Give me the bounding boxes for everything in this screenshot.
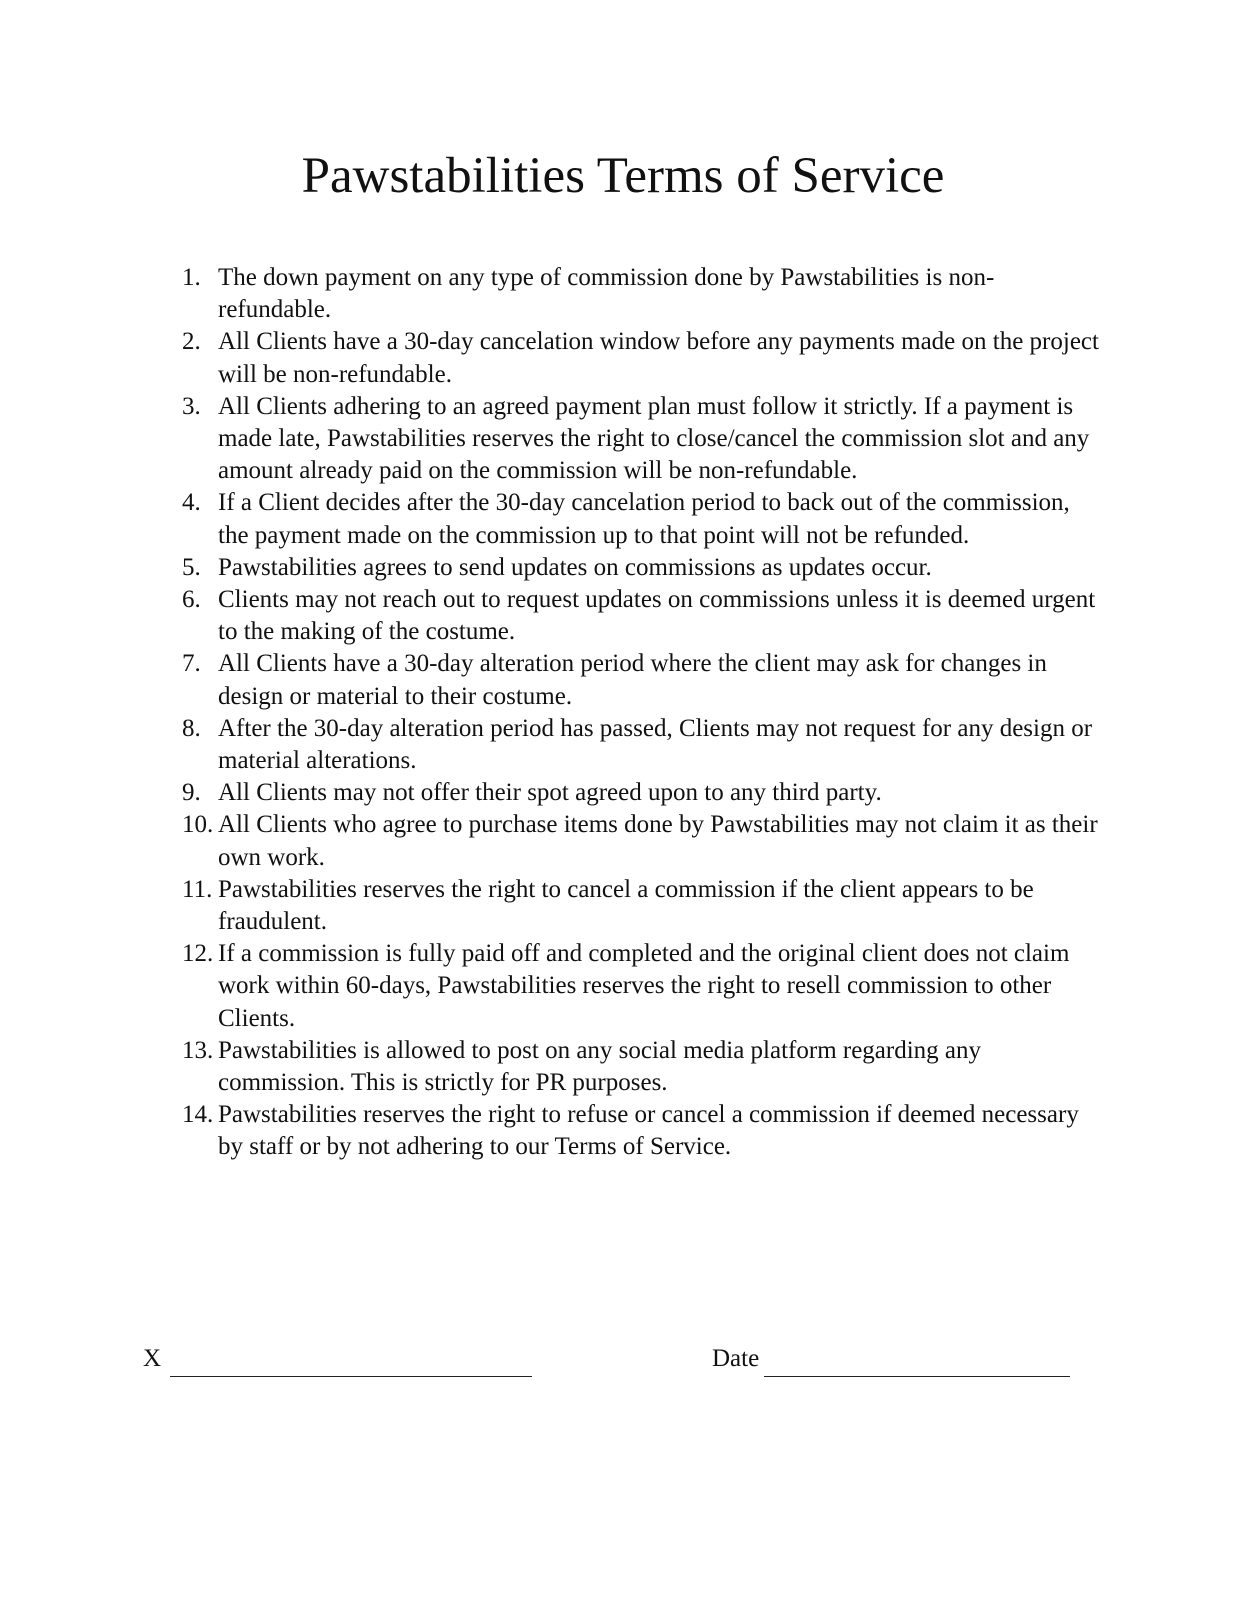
term-number: 11. <box>182 875 213 903</box>
signature-row <box>0 1345 1236 1385</box>
term-number: 10. <box>182 811 214 839</box>
term-item <box>182 809 1102 873</box>
term-number: 14. <box>182 1101 214 1129</box>
term-number: 13. <box>182 1036 214 1064</box>
term-item <box>182 777 1102 809</box>
term-item <box>182 938 1102 1035</box>
term-number: 6. <box>182 586 201 614</box>
term-item <box>182 713 1102 777</box>
term-item <box>182 487 1102 551</box>
term-text: If a Client decides after the 30-day cancelation period to back out of the commission, the payment made on the commission up to that point will not be refunded. <box>218 489 1070 549</box>
term-number: 3. <box>182 392 201 420</box>
term-item <box>182 648 1102 712</box>
signature-mark-label: X <box>143 1345 162 1372</box>
term-text: Pawstabilities reserves the right to refuse or cancel a commission if deemed necessary by staff or by not adhering to our Terms of Service. <box>218 1101 1079 1161</box>
signature-line[interactable] <box>170 1376 532 1377</box>
term-number: 4. <box>182 489 201 517</box>
term-item <box>182 391 1102 488</box>
term-item <box>182 552 1102 584</box>
terms-list <box>182 262 1102 1164</box>
term-text: Pawstabilities reserves the right to cancel a commission if the client appears to be fraudulent. <box>218 875 1034 936</box>
term-text: Pawstabilities is allowed to post on any social media platform regarding any commission. This is strictly for PR purposes. <box>218 1036 982 1097</box>
term-text: All Clients who agree to purchase items done by Pawstabilities may not claim it as their own work. <box>218 811 1098 871</box>
term-item <box>182 326 1102 390</box>
term-text: All Clients may not offer their spot agreed upon to any third party. <box>218 779 882 807</box>
term-item <box>182 1099 1102 1163</box>
term-text: The down payment on any type of commission done by Pawstabilities is non-refundable. <box>218 264 995 324</box>
term-item <box>182 262 1102 326</box>
term-text: All Clients have a 30-day alteration period where the client may ask for changes in design or material to their costume. <box>218 650 1047 710</box>
document-title: Pawstabilities Terms of Service <box>301 148 945 204</box>
term-number: 2. <box>182 328 201 356</box>
date-label: Date <box>712 1345 760 1372</box>
term-text: If a commission is fully paid off and completed and the original client does not claim work within 60-days, Pawstabilities reserves the right to resell commission to other Clients. <box>218 940 1070 1032</box>
term-text: All Clients have a 30-day cancelation window before any payments made on the project will be non-refundable. <box>218 328 1099 388</box>
date-line[interactable] <box>764 1376 1070 1377</box>
term-text: Clients may not reach out to request updates on commissions unless it is deemed urgent to the making of the costume. <box>218 586 1096 646</box>
term-number: 8. <box>182 714 201 742</box>
term-item <box>182 1035 1102 1099</box>
term-text: After the 30-day alteration period has passed, Clients may not request for any design or material alterations. <box>218 714 1093 775</box>
term-number: 1. <box>182 264 201 291</box>
term-item <box>182 584 1102 648</box>
term-number: 12. <box>182 940 214 968</box>
term-number: 5. <box>182 553 201 581</box>
term-item <box>182 874 1102 938</box>
term-text: Pawstabilities agrees to send updates on commissions as updates occur. <box>218 553 932 581</box>
term-text: All Clients adhering to an agreed payment plan must follow it strictly. If a payment is made late, Pawstabilities reserves the right to close/cancel the commission slot and any amount already paid on the commission will be non-refundable. <box>218 392 1090 485</box>
term-number: 9. <box>182 779 201 807</box>
term-number: 7. <box>182 650 201 678</box>
